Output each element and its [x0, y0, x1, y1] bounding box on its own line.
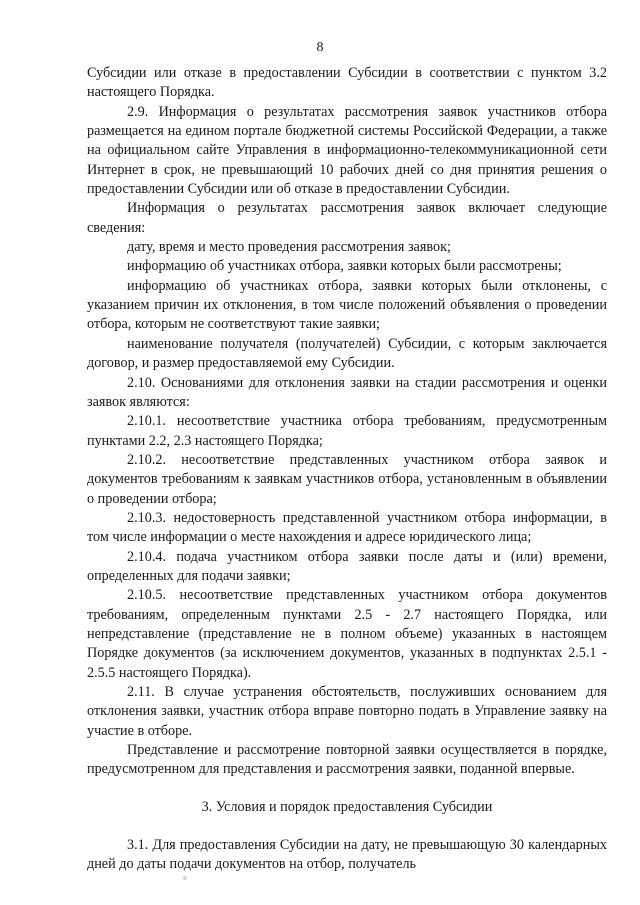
paragraph-2-10-4: 2.10.4. подача участником отбора заявки после даты и (или) времени, определенных для подачи заявки; — [87, 548, 607, 584]
paragraph-2-10-3: 2.10.3. недостоверность представленной участником отбора информации, в том числе информации о месте нахождения и адресе юридического лица; — [87, 509, 607, 546]
paragraph: Субсидии или отказе в предоставлении Субсидии в соответствии с пунктом 3.2 настоящего Порядка. — [87, 65, 607, 101]
document-body — [87, 64, 607, 875]
paragraph-2-11: 2.11. В случае устранения обстоятельств, послуживших основанием для отклонения заявки, участник отбора вправе повторно подать в Управление заявку на участие в отборе. — [87, 684, 607, 739]
paragraph-2-10: 2.10. Основаниями для отклонения заявки на стадии рассмотрения и оценки заявок являются: — [87, 374, 607, 410]
list-item: наименование получателя (получателей) Субсидии, с которым заключается договор, и размер предоставляемой ему Субсидии. — [87, 335, 607, 372]
paragraph-2-10-1: 2.10.1. несоответствие участника отбора требованиям, предусмотренным пунктами 2.2, 2.3 настоящего Порядка; — [87, 413, 607, 449]
list-item: дату, время и место проведения рассмотрения заявок; — [127, 239, 451, 256]
list-item: информацию об участниках отбора, заявки которых были отклонены, с указанием причин их отклонения, в том числе положений объявления о проведении отбора, которым не соответствуют такие заявки; — [87, 277, 607, 333]
paragraph: Информация о результатах рассмотрения заявок включает следующие сведения: — [87, 200, 607, 236]
paragraph: Представление и рассмотрение повторной заявки осуществляется в порядке, предусмотренном для представления и рассмотрения заявки, поданной впервые. — [87, 742, 607, 778]
paragraph-2-10-5: 2.10.5. несоответствие представленных участником отбора документов требованиям, определенным пунктами 2.5 - 2.7 настоящего Порядка, или непредставление (представление не в полном объеме) указанных в настоящем Порядке документов (за исключением документов, указанных в подпунктах 2.5.1 - 2.5.5 настоящего Порядка). — [87, 587, 607, 681]
paragraph-2-10-2: 2.10.2. несоответствие представленных участником отбора заявок и документов требованиям к заявкам участников отбора, установленным в объявлении о проведении отбора; — [87, 451, 607, 507]
list-item: информацию об участниках отбора, заявки которых были рассмотрены; — [127, 258, 562, 275]
paragraph-2-9: 2.9. Информация о результатах рассмотрения заявок участников отбора размещается на едином портале бюджетной системы Российской Федерации, а также на официальном сайте Управления в информационно-телекоммуникационной сети Интернет в срок, не превышающий 10 рабочих дней со дня принятия решения о предоставлении Субсидии или об отказе в предоставлении Субсидии. — [87, 103, 607, 198]
paragraph-3-1: 3.1. Для предоставления Субсидии на дату, не превышающую 30 календарных дней до даты подачи документов на отбор, получатель — [87, 837, 607, 873]
scan-artifact — [183, 876, 187, 880]
page-number: 8 — [316, 40, 324, 55]
section-heading: 3. Условия и порядок предоставления Субсидии — [201, 798, 493, 815]
